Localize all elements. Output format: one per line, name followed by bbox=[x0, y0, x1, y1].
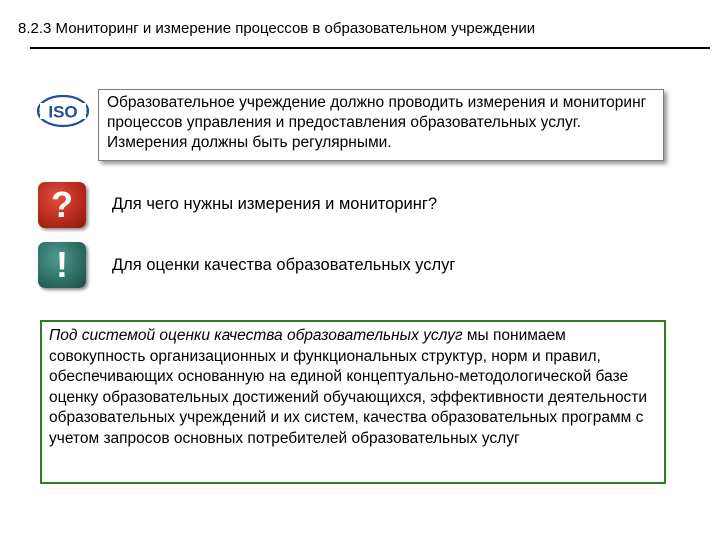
slide-title: 8.2.3 Мониторинг и измерение процессов в образовательном учреждении bbox=[18, 20, 536, 37]
iso-requirement-box: Образовательное учреждение должно проводить измерения и мониторинг процессов управления и предоставления образовательных услуг. Измерения должны быть регулярными. bbox=[98, 89, 664, 161]
definition-term: Под системой оценки качества образовательных услуг bbox=[49, 327, 463, 344]
iso-logo-icon bbox=[36, 94, 90, 128]
title-divider bbox=[30, 47, 710, 49]
answer-text: Для оценки качества образовательных услуг bbox=[112, 256, 456, 274]
iso-logo-text: ISO bbox=[48, 102, 78, 122]
definition-box bbox=[40, 320, 666, 484]
question-text: Для чего нужны измерения и мониторинг? bbox=[112, 195, 438, 213]
question-mark-icon: ? bbox=[38, 182, 86, 228]
definition-body: мы понимаем совокупность организационных и функциональных структур, норм и правил, обеспечивающих основанную на единой концептуально-методологической базе оценку образовательных достижений обучающихся, эффективности деятельности образовательных учреждений и их систем, качества образовательных программ с учетом запросов основных потребителей образовательных услуг bbox=[49, 327, 648, 447]
exclamation-mark-icon: ! bbox=[38, 242, 86, 288]
